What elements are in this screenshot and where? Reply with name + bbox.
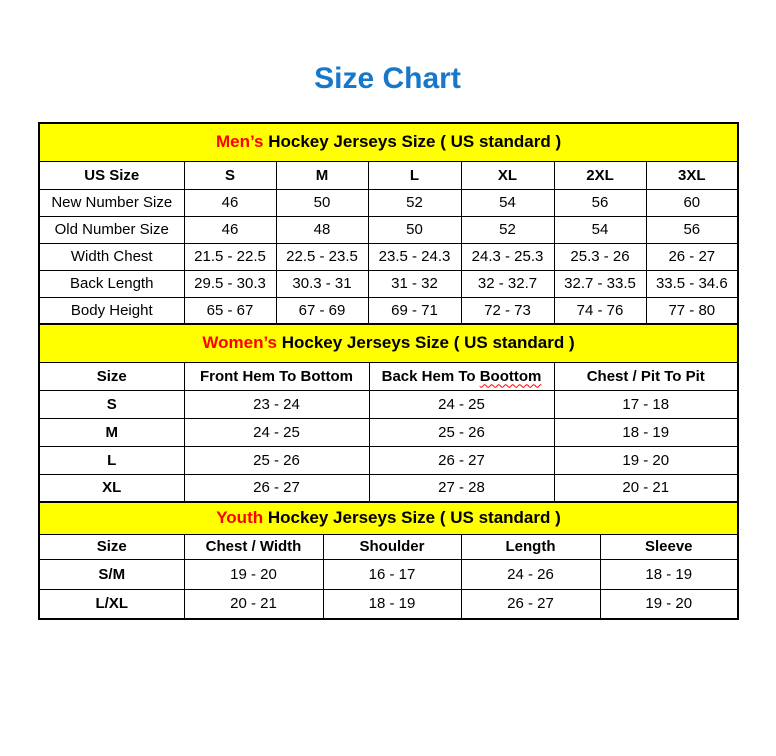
size-value: 56 [646, 216, 738, 243]
size-value: 24 - 25 [184, 418, 369, 446]
size-value: 50 [276, 189, 368, 216]
womens-size-table [38, 323, 739, 503]
size-value: 27 - 28 [369, 474, 554, 502]
womens-section-header [39, 324, 738, 362]
size-value: 31 - 32 [368, 270, 461, 297]
size-value: 46 [184, 189, 276, 216]
table-row [39, 189, 738, 216]
size-value: 19 - 20 [554, 446, 738, 474]
mens-col-header: XL [461, 161, 554, 189]
youth-col-header: Sleeve [600, 534, 738, 559]
youth-column-header-row [39, 534, 738, 559]
womens-column-header-row [39, 362, 738, 390]
row-label: New Number Size [39, 189, 184, 216]
mens-col-header: M [276, 161, 368, 189]
size-value: 21.5 - 22.5 [184, 243, 276, 270]
size-value: 54 [554, 216, 646, 243]
size-value: 30.3 - 31 [276, 270, 368, 297]
row-label: Old Number Size [39, 216, 184, 243]
womens-col-header: Chest / Pit To Pit [554, 362, 738, 390]
mens-col-header: L [368, 161, 461, 189]
table-row [39, 418, 738, 446]
row-label: Back Length [39, 270, 184, 297]
size-value: 54 [461, 189, 554, 216]
size-value: 50 [368, 216, 461, 243]
table-row [39, 390, 738, 418]
size-value: 20 - 21 [554, 474, 738, 502]
size-value: 19 - 20 [184, 559, 323, 589]
size-value: 24 - 26 [461, 559, 600, 589]
mens-column-header-row [39, 161, 738, 189]
mens-size-table [38, 122, 739, 325]
row-label: M [39, 418, 184, 446]
size-value: 33.5 - 34.6 [646, 270, 738, 297]
size-value: 26 - 27 [461, 589, 600, 619]
youth-col-header: Length [461, 534, 600, 559]
row-label: XL [39, 474, 184, 502]
size-value: 32.7 - 33.5 [554, 270, 646, 297]
womens-section-header-row [39, 324, 738, 362]
row-label: S [39, 390, 184, 418]
row-label: L [39, 446, 184, 474]
mens-section-header [39, 123, 738, 161]
size-value: 65 - 67 [184, 297, 276, 324]
size-value: 74 - 76 [554, 297, 646, 324]
size-value: 19 - 20 [600, 589, 738, 619]
table-row [39, 270, 738, 297]
womens-section-prefix: Women’s [202, 333, 277, 353]
size-value: 24 - 25 [369, 390, 554, 418]
size-value: 26 - 27 [646, 243, 738, 270]
misspelled-word: Boottom [479, 367, 542, 385]
size-value: 24.3 - 25.3 [461, 243, 554, 270]
back-hem-text: Back Hem To [381, 367, 480, 385]
size-value: 60 [646, 189, 738, 216]
size-value: 18 - 19 [554, 418, 738, 446]
size-value: 32 - 32.7 [461, 270, 554, 297]
row-label: Body Height [39, 297, 184, 324]
mens-section-rest: Hockey Jerseys Size ( US standard ) [263, 132, 562, 152]
size-value: 22.5 - 23.5 [276, 243, 368, 270]
youth-section-header [39, 502, 738, 534]
youth-col-header: Size [39, 534, 184, 559]
womens-col-header: Front Hem To Bottom [184, 362, 369, 390]
size-value: 18 - 19 [323, 589, 461, 619]
size-value: 23.5 - 24.3 [368, 243, 461, 270]
youth-section-prefix: Youth [216, 508, 264, 528]
table-row [39, 297, 738, 324]
youth-col-header: Chest / Width [184, 534, 323, 559]
size-value: 20 - 21 [184, 589, 323, 619]
size-value: 46 [184, 216, 276, 243]
youth-col-header: Shoulder [323, 534, 461, 559]
mens-col-header: S [184, 161, 276, 189]
size-value: 56 [554, 189, 646, 216]
size-value: 52 [461, 216, 554, 243]
size-value: 77 - 80 [646, 297, 738, 324]
size-value: 72 - 73 [461, 297, 554, 324]
size-value: 25 - 26 [369, 418, 554, 446]
youth-size-table [38, 501, 739, 620]
womens-section-rest: Hockey Jerseys Size ( US standard ) [277, 333, 575, 353]
size-value: 25.3 - 26 [554, 243, 646, 270]
page-title: Size Chart [314, 62, 461, 95]
size-value: 16 - 17 [323, 559, 461, 589]
size-value: 18 - 19 [600, 559, 738, 589]
size-value: 29.5 - 30.3 [184, 270, 276, 297]
size-value: 69 - 71 [368, 297, 461, 324]
row-label: S/M [39, 559, 184, 589]
table-row [39, 446, 738, 474]
size-value: 52 [368, 189, 461, 216]
mens-col-header: 2XL [554, 161, 646, 189]
womens-col-header-back-hem [369, 362, 554, 390]
size-value: 67 - 69 [276, 297, 368, 324]
table-row [39, 216, 738, 243]
table-row [39, 474, 738, 502]
youth-section-header-row [39, 502, 738, 534]
size-value: 26 - 27 [369, 446, 554, 474]
size-value: 48 [276, 216, 368, 243]
size-chart [38, 122, 737, 620]
mens-section-prefix: Men’s [215, 132, 264, 152]
table-row [39, 243, 738, 270]
youth-section-rest: Hockey Jerseys Size ( US standard ) [263, 508, 561, 528]
size-value: 23 - 24 [184, 390, 369, 418]
mens-col-header: 3XL [646, 161, 738, 189]
mens-col-header: US Size [39, 161, 184, 189]
mens-section-header-row [39, 123, 738, 161]
womens-col-header: Size [39, 362, 184, 390]
size-value: 25 - 26 [184, 446, 369, 474]
size-value: 26 - 27 [184, 474, 369, 502]
size-value: 17 - 18 [554, 390, 738, 418]
table-row [39, 559, 738, 589]
row-label: Width Chest [39, 243, 184, 270]
table-row [39, 589, 738, 619]
row-label: L/XL [39, 589, 184, 619]
